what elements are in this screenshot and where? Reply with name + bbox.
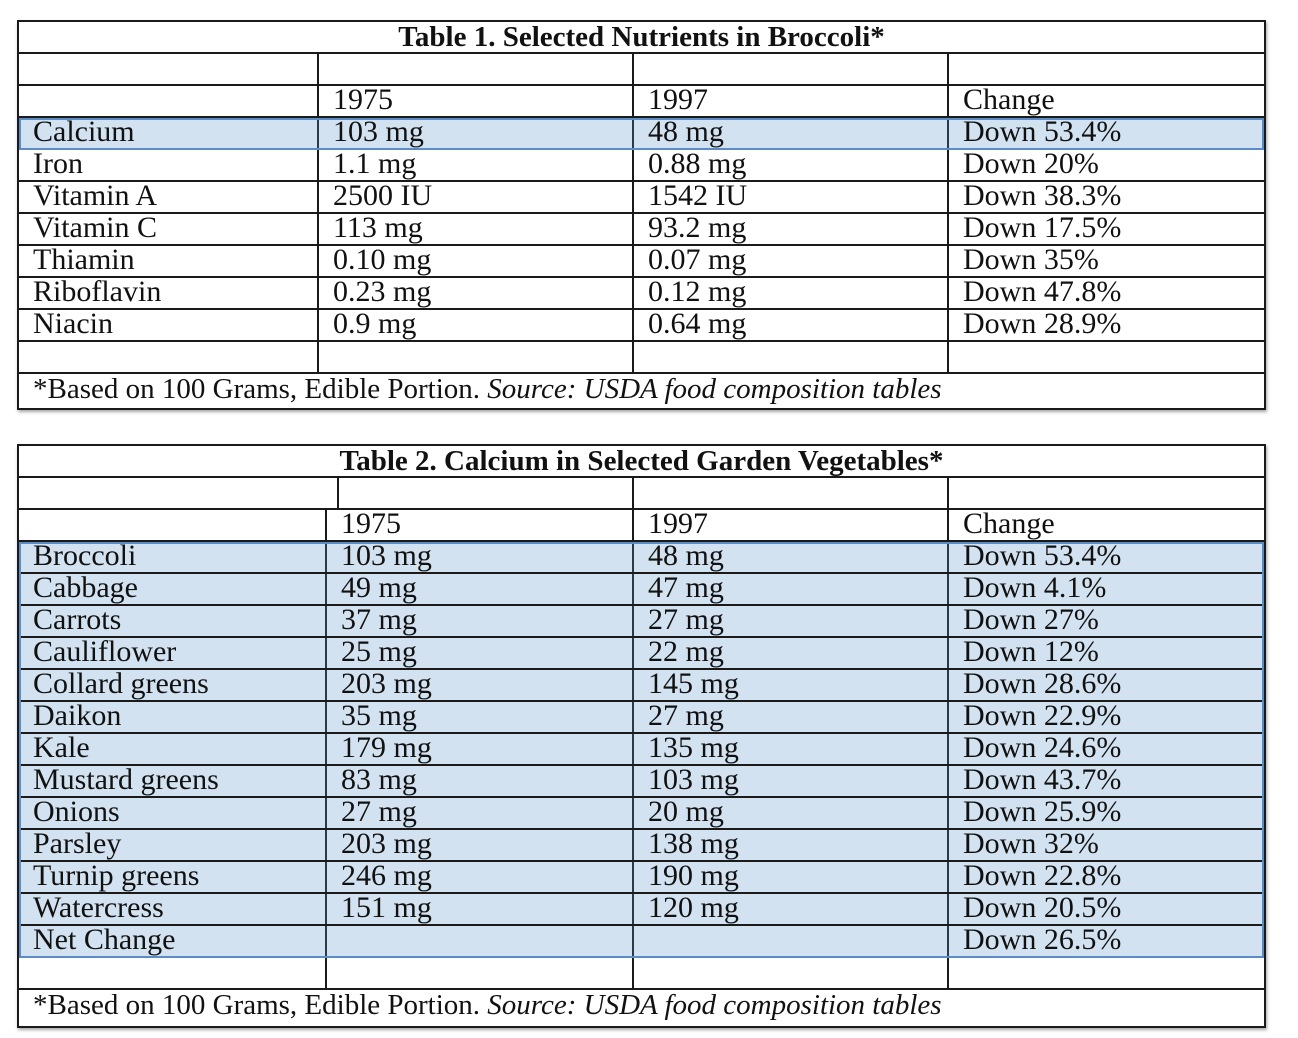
value-cell[interactable]: 22 mg [632, 638, 947, 668]
value-cell[interactable]: Down 4.1% [947, 574, 1264, 604]
value-cell[interactable]: 83 mg [325, 766, 632, 796]
table-row[interactable] [19, 830, 1264, 862]
row-label-cell[interactable]: Vitamin A [33, 182, 158, 212]
row-label-cell[interactable]: Riboflavin [33, 278, 162, 308]
table-row[interactable] [19, 702, 1264, 734]
value-cell[interactable]: Down 20% [947, 150, 1264, 180]
header-cell[interactable]: 1997 [632, 86, 947, 116]
value-cell[interactable]: 179 mg [325, 734, 632, 764]
header-cell[interactable]: Change [947, 510, 1264, 540]
calcium-table [17, 444, 1266, 1028]
value-cell[interactable]: Down 35% [947, 246, 1264, 276]
value-cell[interactable]: Down 17.5% [947, 214, 1264, 244]
row-label-cell[interactable]: Iron [33, 150, 83, 180]
value-cell[interactable]: 27 mg [632, 702, 947, 732]
table-title: Table 2. Calcium in Selected Garden Vegetables* [19, 446, 1264, 478]
value-cell[interactable]: 27 mg [325, 798, 632, 828]
value-cell[interactable]: 103 mg [325, 542, 632, 572]
row-label-cell[interactable]: Cabbage [33, 574, 138, 604]
row-label-cell[interactable]: Daikon [33, 702, 122, 732]
value-cell[interactable]: 0.10 mg [317, 246, 632, 276]
header-cell[interactable]: 1975 [317, 86, 632, 116]
table-row[interactable] [19, 542, 1264, 574]
value-cell[interactable]: 103 mg [317, 118, 632, 148]
table-row[interactable] [19, 246, 1264, 278]
table-row[interactable] [19, 310, 1264, 342]
value-cell[interactable]: 246 mg [325, 862, 632, 892]
table-row[interactable] [19, 606, 1264, 638]
value-cell[interactable]: 0.23 mg [317, 278, 632, 308]
value-cell[interactable]: Down 28.9% [947, 310, 1264, 340]
value-cell[interactable]: 47 mg [632, 574, 947, 604]
value-cell[interactable]: 145 mg [632, 670, 947, 700]
table-row[interactable] [19, 278, 1264, 310]
value-cell[interactable]: Down 27% [947, 606, 1264, 636]
row-label-cell[interactable]: Watercress [33, 894, 164, 924]
value-cell[interactable]: 25 mg [325, 638, 632, 668]
value-cell[interactable]: Down 20.5% [947, 894, 1264, 924]
row-label-cell[interactable]: Vitamin C [33, 214, 158, 244]
value-cell[interactable]: 37 mg [325, 606, 632, 636]
header-cell [19, 86, 317, 116]
value-cell[interactable]: 120 mg [632, 894, 947, 924]
table-row[interactable] [19, 118, 1264, 150]
row-label-cell[interactable]: Parsley [33, 830, 122, 860]
row-label-cell[interactable]: Broccoli [33, 542, 137, 572]
value-cell[interactable]: 190 mg [632, 862, 947, 892]
value-cell[interactable]: Down 25.9% [947, 798, 1264, 828]
value-cell[interactable]: 138 mg [632, 830, 947, 860]
value-cell[interactable] [325, 926, 632, 956]
row-label-cell[interactable]: Onions [33, 798, 120, 828]
row-label-cell[interactable]: Collard greens [33, 670, 209, 700]
table-row[interactable] [19, 734, 1264, 766]
table-row[interactable] [19, 894, 1264, 926]
value-cell[interactable]: Down 38.3% [947, 182, 1264, 212]
table-row[interactable] [19, 638, 1264, 670]
blank-row [19, 958, 1264, 990]
value-cell[interactable]: Down 22.9% [947, 702, 1264, 732]
footnote-text: *Based on 100 Grams, Edible Portion. [33, 373, 488, 405]
value-cell[interactable]: 151 mg [325, 894, 632, 924]
row-label-cell[interactable]: Thiamin [33, 246, 135, 276]
value-cell[interactable]: Down 22.8% [947, 862, 1264, 892]
value-cell[interactable]: Down 26.5% [947, 926, 1264, 956]
nutrients-table [17, 20, 1266, 410]
value-cell[interactable]: 2500 IU [317, 182, 632, 212]
header-row [19, 86, 1264, 118]
table-row[interactable] [19, 182, 1264, 214]
blank-row [19, 54, 1264, 86]
value-cell[interactable]: 1542 IU [632, 182, 947, 212]
table-row[interactable] [19, 766, 1264, 798]
value-cell[interactable]: 135 mg [632, 734, 947, 764]
row-label-cell[interactable]: Calcium [33, 118, 135, 148]
header-row [19, 510, 1264, 542]
value-cell[interactable]: 0.88 mg [632, 150, 947, 180]
value-cell[interactable]: 203 mg [325, 830, 632, 860]
header-cell[interactable]: 1997 [632, 510, 947, 540]
row-label-cell[interactable]: Carrots [33, 606, 122, 636]
table-row[interactable] [19, 670, 1264, 702]
value-cell[interactable]: 103 mg [632, 766, 947, 796]
table-row[interactable] [19, 574, 1264, 606]
value-cell[interactable] [632, 926, 947, 956]
value-cell[interactable]: 48 mg [632, 542, 947, 572]
row-label-cell[interactable]: Mustard greens [33, 766, 219, 796]
value-cell[interactable]: 49 mg [325, 574, 632, 604]
value-cell[interactable]: Down 12% [947, 638, 1264, 668]
header-cell[interactable]: 1975 [325, 510, 632, 540]
table-row[interactable] [19, 214, 1264, 246]
value-cell[interactable]: 48 mg [632, 118, 947, 148]
table-row[interactable] [19, 926, 1264, 958]
footnote-text: *Based on 100 Grams, Edible Portion. [33, 989, 488, 1021]
value-cell[interactable]: 20 mg [632, 798, 947, 828]
value-cell[interactable]: 1.1 mg [317, 150, 632, 180]
value-cell[interactable]: 203 mg [325, 670, 632, 700]
value-cell[interactable]: Down 47.8% [947, 278, 1264, 308]
table-footnote [19, 990, 1264, 1020]
header-cell[interactable]: Change [947, 86, 1264, 116]
footnote-source: Source: USDA food composition tables [487, 989, 942, 1021]
value-cell[interactable]: 27 mg [632, 606, 947, 636]
table-row[interactable] [19, 798, 1264, 830]
value-cell[interactable]: Down 32% [947, 830, 1264, 860]
table-footnote [19, 374, 1264, 404]
value-cell[interactable]: Down 53.4% [947, 118, 1264, 148]
value-cell[interactable]: Down 24.6% [947, 734, 1264, 764]
value-cell[interactable]: 93.2 mg [632, 214, 947, 244]
row-label-cell[interactable]: Kale [33, 734, 90, 764]
table-title: Table 1. Selected Nutrients in Broccoli* [19, 22, 1264, 54]
value-cell[interactable]: 0.64 mg [632, 310, 947, 340]
table-body [19, 118, 1264, 342]
footnote-source: Source: USDA food composition tables [487, 373, 942, 405]
value-cell[interactable]: Down 28.6% [947, 670, 1264, 700]
table-row[interactable] [19, 150, 1264, 182]
value-cell[interactable]: 113 mg [317, 214, 632, 244]
row-label-cell[interactable]: Cauliflower [33, 638, 177, 668]
value-cell[interactable]: 35 mg [325, 702, 632, 732]
row-label-cell[interactable]: Net Change [33, 926, 176, 956]
value-cell[interactable]: 0.12 mg [632, 278, 947, 308]
value-cell[interactable]: Down 43.7% [947, 766, 1264, 796]
blank-row [19, 342, 1264, 374]
blank-row [19, 478, 1264, 510]
value-cell[interactable]: 0.07 mg [632, 246, 947, 276]
row-label-cell[interactable]: Niacin [33, 310, 113, 340]
value-cell[interactable]: 0.9 mg [317, 310, 632, 340]
value-cell[interactable]: Down 53.4% [947, 542, 1264, 572]
row-label-cell[interactable]: Turnip greens [33, 862, 200, 892]
table-row[interactable] [19, 862, 1264, 894]
table-body [19, 542, 1264, 958]
header-cell [19, 510, 325, 540]
